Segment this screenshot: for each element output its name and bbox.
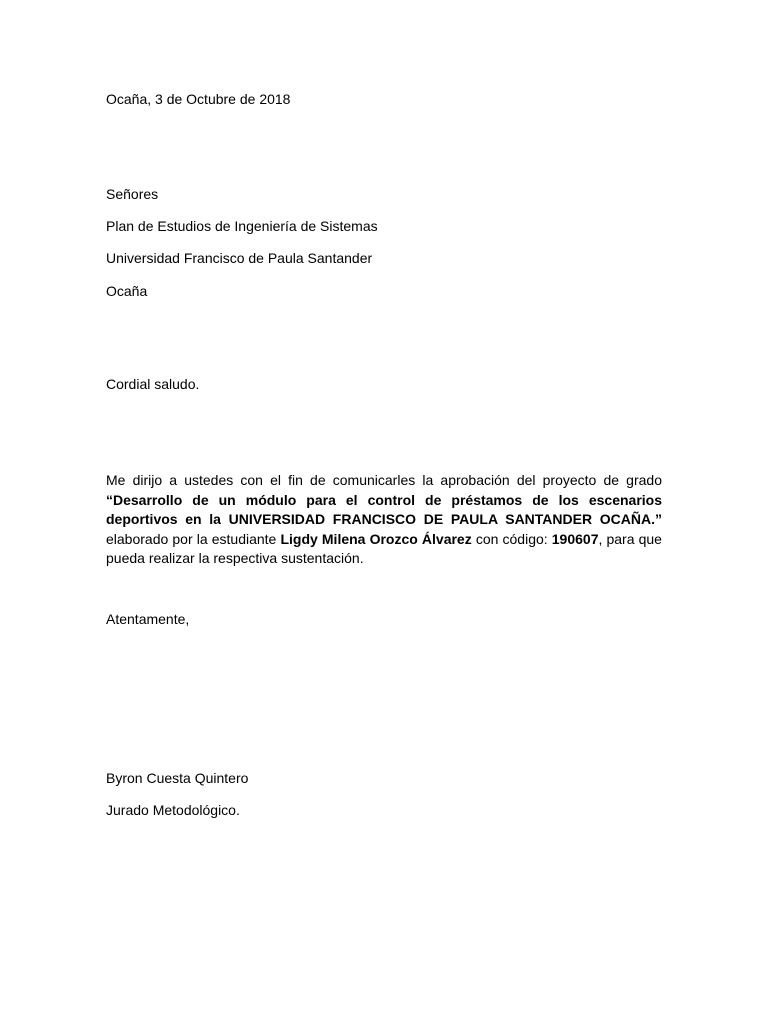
signature-name: Byron Cuesta Quintero (106, 770, 249, 786)
student-name: Ligdy Milena Orozco Álvarez (280, 530, 472, 547)
body-text-part-1: Me dirijo a ustedes con el fin de comunicarles la aprobación del proyecto de grado (106, 472, 662, 488)
recipient-title: Señores (106, 186, 159, 202)
signature-role: Jurado Metodológico. (106, 802, 240, 818)
letter-body (106, 471, 662, 569)
closing: Atentamente, (106, 611, 190, 627)
body-text-part-3: con código: (471, 530, 552, 547)
recipient-line-1: Plan de Estudios de Ingeniería de Sistemas (106, 218, 378, 234)
student-code: 190607 (551, 530, 599, 547)
project-title: “Desarrollo de un módulo para el control de préstamos de los escenarios deportivos en la UNIVERSIDAD FRANCISCO DE PAULA SANTANDER OCAÑA.” (106, 491, 662, 527)
greeting: Cordial saludo. (106, 376, 200, 392)
body-text-part-2: elaborado por la estudiante (106, 530, 281, 547)
body-text-part-4: , para que pueda realizar la respectiva sustentación. (106, 530, 662, 566)
recipient-line-3: Ocaña (106, 283, 148, 299)
recipient-line-2: Universidad Francisco de Paula Santander (106, 250, 373, 266)
place-date: Ocaña, 3 de Octubre de 2018 (106, 91, 291, 107)
